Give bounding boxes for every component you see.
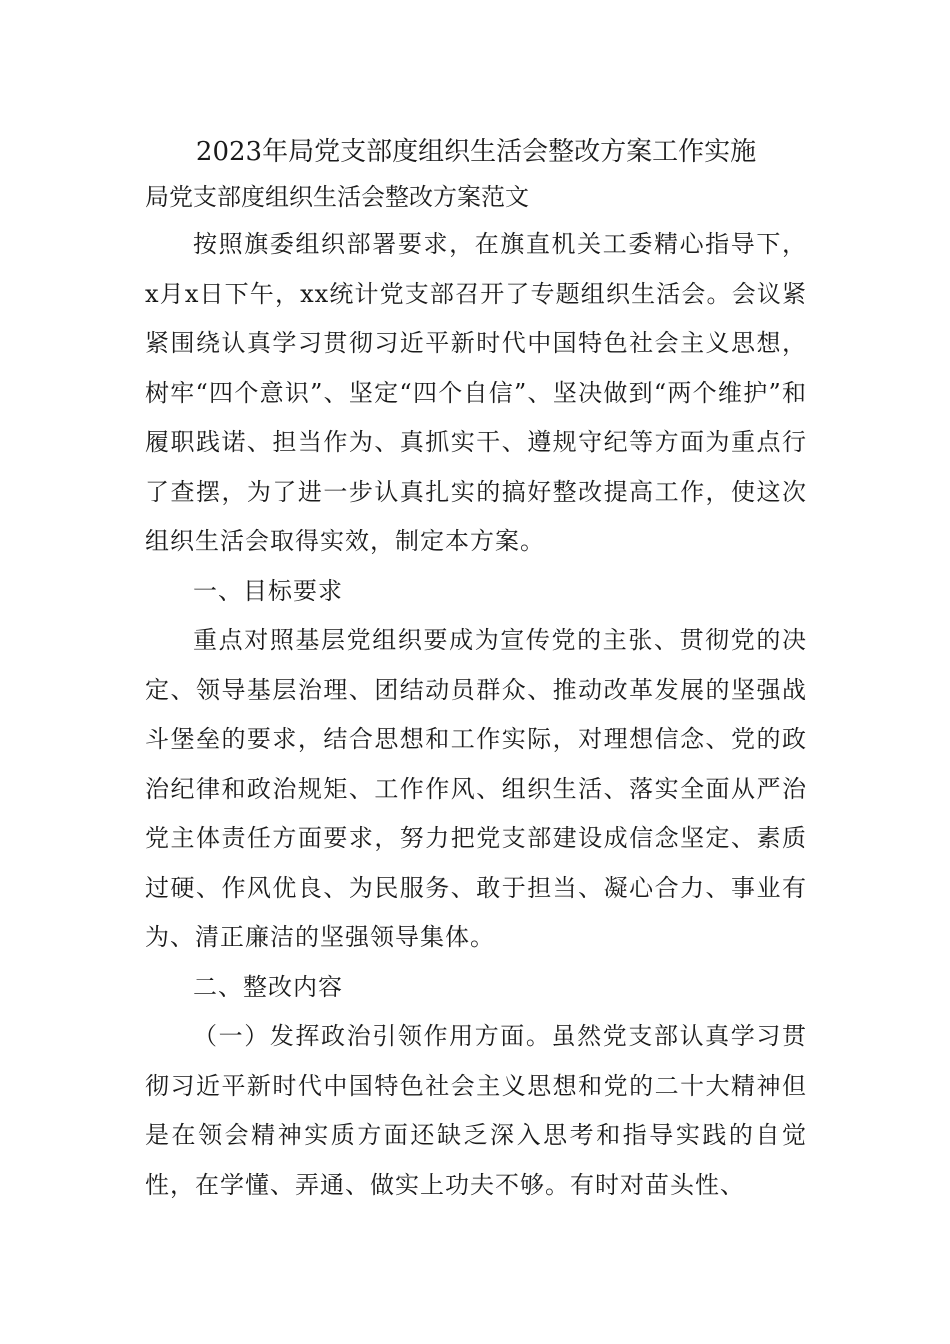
section-heading-rectification: 二、整改内容 xyxy=(193,972,343,1001)
section-heading-goals: 一、目标要求 xyxy=(193,576,343,605)
document-subtitle: 局党支部度组织生活会整改方案范文 xyxy=(145,183,529,211)
rectification-item-1: （一）发挥政治引领作用方面。虽然党支部认真学习贯彻习近平新时代中国特色社会主义思想和党的二十大精神但是在领会精神实质方面还缺乏深入思考和指导实践的自觉性，在学懂、弄通、做实上功夫不够。有时对苗头性、 xyxy=(145,1022,807,1199)
intro-paragraph: 按照旗委组织部署要求，在旗直机关工委精心指导下，x月x日下午，xx统计党支部召开了专题组织生活会。会议紧紧围绕认真学习贯彻习近平新时代中国特色社会主义思想，树牢“四个意识”、坚定“四个自信”、坚决做到“两个维护”和履职践诺、担当作为、真抓实干、遵规守纪等方面为重点行了查摆，为了进一步认真扎实的搞好整改提高工作，使这次组织生活会取得实效，制定本方案。 xyxy=(145,230,807,555)
document-body xyxy=(145,130,807,1210)
goals-paragraph: 重点对照基层党组织要成为宣传党的主张、贯彻党的决定、领导基层治理、团结动员群众、推动改革发展的坚强战斗堡垒的要求，结合思想和工作实际，对理想信念、党的政治纪律和政治规矩、工作作风、组织生活、落实全面从严治党主体责任方面要求，努力把党支部建设成信念坚定、素质过硬、作风优良、为民服务、敢于担当、凝心合力、事业有为、清正廉洁的坚强领导集体。 xyxy=(145,626,807,951)
document-title: 2023年局党支部度组织生活会整改方案工作实施 xyxy=(195,137,757,167)
